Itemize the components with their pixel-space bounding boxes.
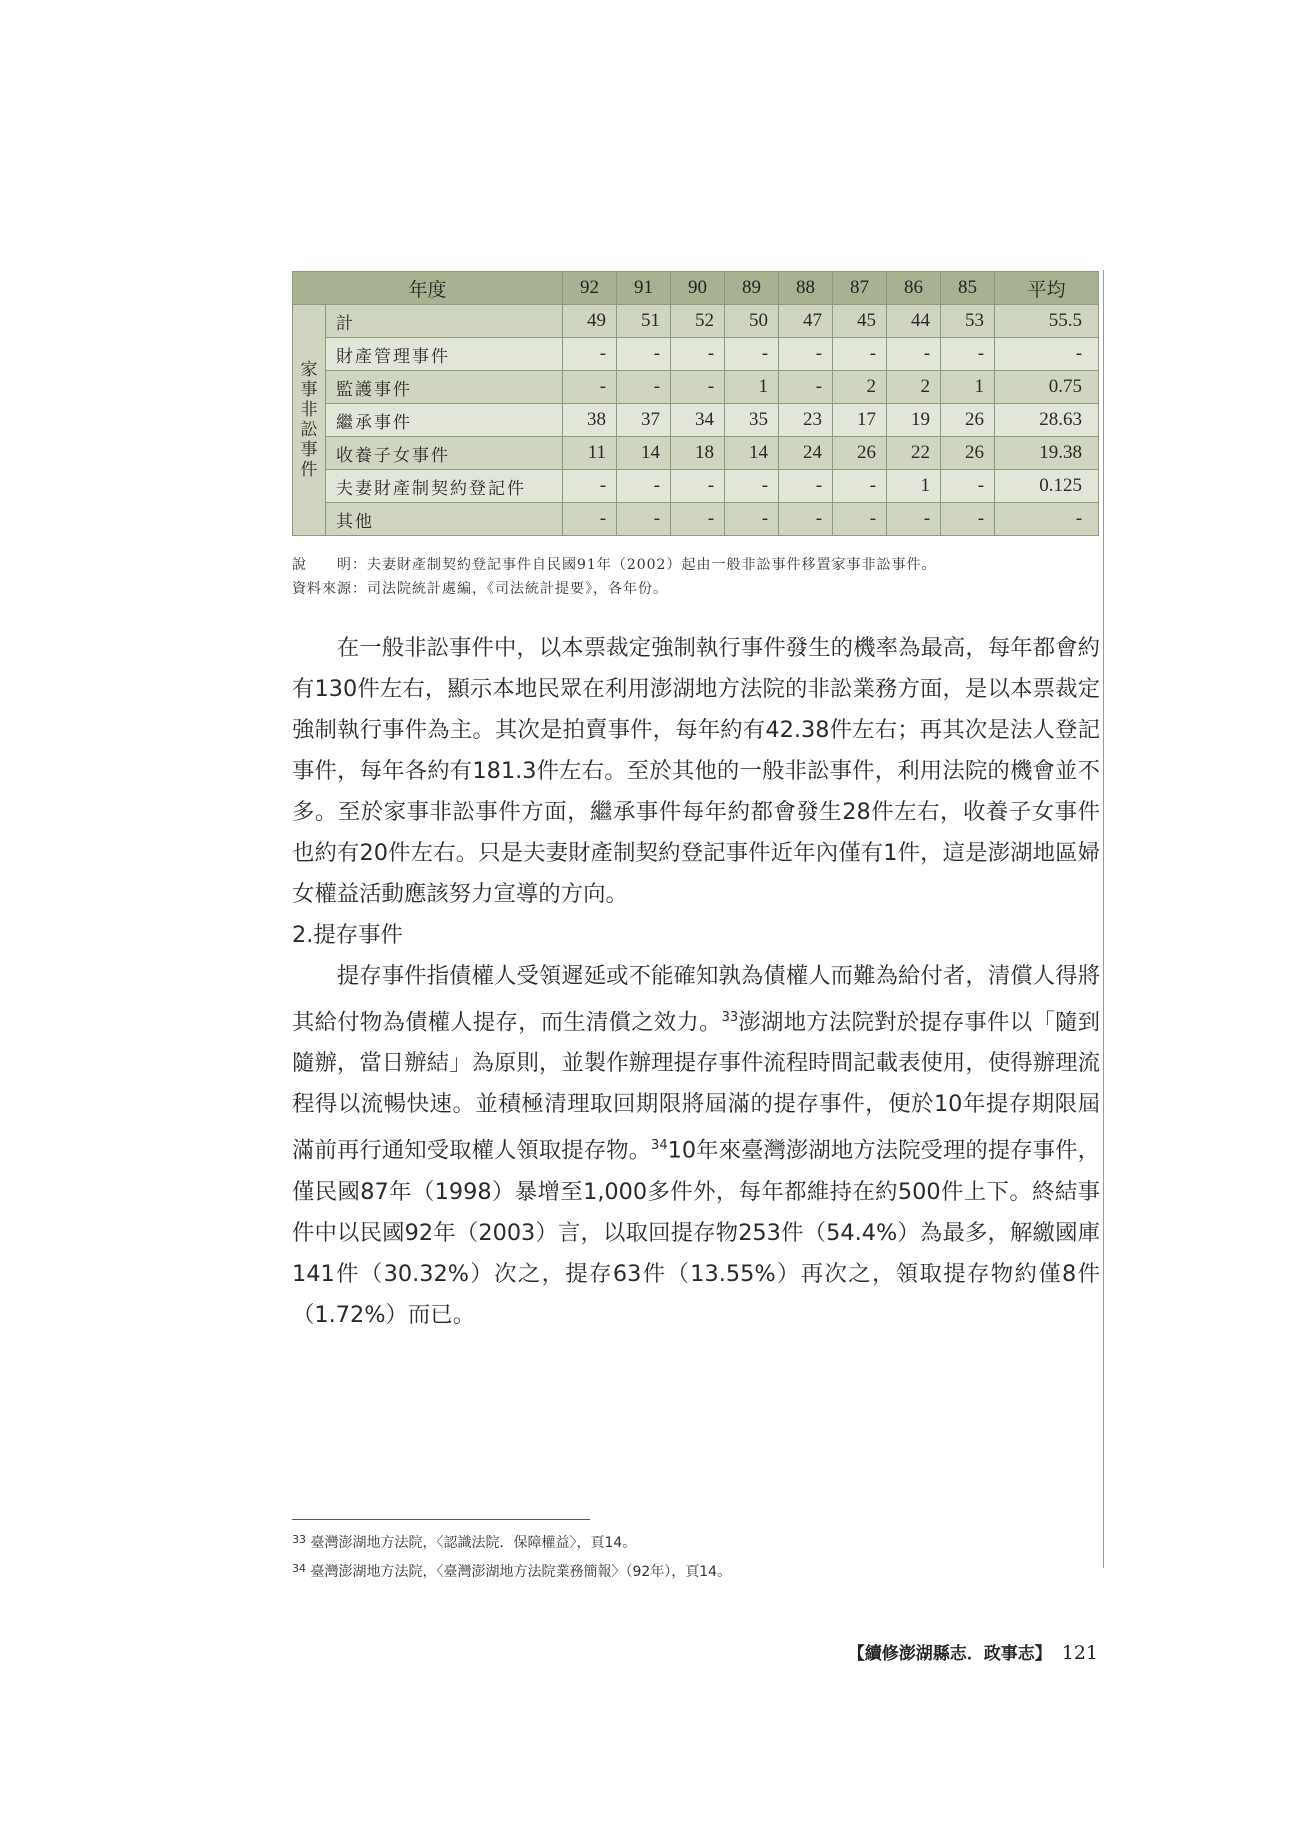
- value-cell: 2: [833, 371, 887, 404]
- value-cell: -: [779, 371, 833, 404]
- table-row: [293, 503, 1099, 536]
- value-cell: 1: [725, 371, 779, 404]
- value-cell: 24: [779, 437, 833, 470]
- footnote-ref[interactable]: 34: [651, 1138, 668, 1154]
- value-cell: -: [833, 503, 887, 536]
- row-label: 計: [326, 305, 563, 338]
- footnote-ref[interactable]: 33: [721, 1010, 739, 1025]
- footnote-divider: [292, 1519, 590, 1520]
- table-row: [293, 371, 1099, 404]
- value-cell: 34: [671, 404, 725, 437]
- paragraph-text: 提存事件指債權人受領遲延或不能確知孰為債權人而難為給付者，清償人得將其給付物為債權人提存，而生清償之效力。: [292, 963, 1100, 1036]
- value-cell: 45: [833, 305, 887, 338]
- value-cell: -: [833, 338, 887, 371]
- value-cell: 26: [833, 437, 887, 470]
- average-cell: 19.38: [995, 437, 1099, 470]
- page-number: 121: [1061, 1642, 1098, 1664]
- year-header: 年度: [293, 272, 563, 305]
- row-label: 財產管理事件: [326, 338, 563, 371]
- average-cell: 0.75: [995, 371, 1099, 404]
- paragraph: [292, 956, 1100, 1336]
- row-label: 收養子女事件: [326, 437, 563, 470]
- value-cell: -: [941, 503, 995, 536]
- value-cell: 49: [563, 305, 617, 338]
- row-label: 監護事件: [326, 371, 563, 404]
- value-cell: 1: [887, 470, 941, 503]
- group-label-cell: [293, 305, 326, 536]
- value-cell: -: [779, 470, 833, 503]
- group-label: 家事非訟事件: [300, 360, 318, 480]
- value-cell: 35: [725, 404, 779, 437]
- value-cell: -: [617, 338, 671, 371]
- value-cell: 52: [671, 305, 725, 338]
- year-cell: 90: [671, 272, 725, 305]
- average-cell: -: [995, 503, 1099, 536]
- value-cell: 47: [779, 305, 833, 338]
- value-cell: 22: [887, 437, 941, 470]
- table-row: [293, 305, 1099, 338]
- footnote-text: 臺灣澎湖地方法院，〈認識法院．保障權益〉，頁14。: [306, 1535, 637, 1551]
- value-cell: 44: [887, 305, 941, 338]
- value-cell: 50: [725, 305, 779, 338]
- average-cell: 55.5: [995, 305, 1099, 338]
- footnote: [292, 1527, 1052, 1556]
- value-cell: -: [725, 338, 779, 371]
- value-cell: 19: [887, 404, 941, 437]
- year-cell: 87: [833, 272, 887, 305]
- explanation-note: 說 明：夫妻財產制契約登記事件自民國91年（2002）起由一般非訟事件移置家事非訟事件。: [292, 557, 937, 573]
- year-cell: 86: [887, 272, 941, 305]
- year-cell: 91: [617, 272, 671, 305]
- table-row: [293, 404, 1099, 437]
- value-cell: 26: [941, 404, 995, 437]
- section-heading: 2.提存事件: [292, 922, 403, 948]
- value-cell: -: [779, 338, 833, 371]
- value-cell: 23: [779, 404, 833, 437]
- value-cell: 53: [941, 305, 995, 338]
- value-cell: -: [833, 470, 887, 503]
- value-cell: 18: [671, 437, 725, 470]
- value-cell: -: [617, 470, 671, 503]
- value-cell: -: [887, 503, 941, 536]
- average-cell: 28.63: [995, 404, 1099, 437]
- value-cell: -: [563, 470, 617, 503]
- year-cell: 85: [941, 272, 995, 305]
- value-cell: -: [779, 503, 833, 536]
- value-cell: 51: [617, 305, 671, 338]
- average-cell: -: [995, 338, 1099, 371]
- table-row: [293, 437, 1099, 470]
- value-cell: -: [671, 470, 725, 503]
- value-cell: 14: [617, 437, 671, 470]
- average-header: 平均: [995, 272, 1099, 305]
- value-cell: -: [617, 503, 671, 536]
- value-cell: 26: [941, 437, 995, 470]
- footnote-text: 臺灣澎湖地方法院，〈臺灣澎湖地方法院業務簡報〉（92年），頁14。: [306, 1564, 732, 1580]
- footnote-number: 34: [292, 1562, 306, 1575]
- average-cell: 0.125: [995, 470, 1099, 503]
- source-note: 資料來源：司法院統計處編，《司法統計提要》，各年份。: [292, 581, 668, 597]
- row-label: 其他: [326, 503, 563, 536]
- footnote-number: 33: [292, 1533, 306, 1546]
- value-cell: -: [671, 371, 725, 404]
- paragraph-text: 10年來臺灣澎湖地方法院受理的提存事件，僅民國87年（1998）暴增至1,000多件外，每年都維持在約500件上下。終結事件中以民國92年（2003）言，以取回提存物253件（54.4%）為最多，解繳國庫141件（30.32%）次之，提存63件（13.55%）再次之，領取提存物約僅8件（1.72%）而已。: [292, 1137, 1101, 1328]
- footnotes: [292, 1527, 1052, 1585]
- table-row: [293, 338, 1099, 371]
- family-noncontentious-table: [292, 271, 1099, 536]
- running-footer: [848, 1639, 1098, 1664]
- body-text: [292, 628, 1100, 1336]
- value-cell: 14: [725, 437, 779, 470]
- value-cell: -: [563, 338, 617, 371]
- value-cell: -: [941, 470, 995, 503]
- value-cell: 2: [887, 371, 941, 404]
- year-cell: 88: [779, 272, 833, 305]
- table-row: [293, 470, 1099, 503]
- value-cell: -: [563, 503, 617, 536]
- paragraph: 在一般非訟事件中，以本票裁定強制執行事件發生的機率為最高，每年都會約有130件左右，顯示本地民眾在利用澎湖地方法院的非訟業務方面，是以本票裁定強制執行事件為主。其次是拍賣事件，每年約有42.38件左右；再其次是法人登記事件，每年各約有181.3件左右。至於其他的一般非訟事件，利用法院的機會並不多。至於家事非訟事件方面，繼承事件每年約都會發生28件左右，收養子女事件也約有20件左右。只是夫妻財產制契約登記事件近年內僅有1件，這是澎湖地區婦女權益活動應該努力宣導的方向。: [292, 635, 1100, 907]
- page-vertical-rule: [1103, 270, 1104, 1568]
- value-cell: -: [725, 503, 779, 536]
- value-cell: 37: [617, 404, 671, 437]
- value-cell: -: [563, 371, 617, 404]
- year-cell: 92: [563, 272, 617, 305]
- value-cell: 38: [563, 404, 617, 437]
- value-cell: -: [941, 338, 995, 371]
- value-cell: -: [671, 338, 725, 371]
- value-cell: -: [617, 371, 671, 404]
- row-label: 夫妻財產制契約登記件: [326, 470, 563, 503]
- value-cell: 1: [941, 371, 995, 404]
- value-cell: -: [725, 470, 779, 503]
- value-cell: -: [671, 503, 725, 536]
- paragraph-text: 澎湖地方法院對於提存事件以「隨到隨辦，當日辦結」為原則，並製作辦理提存事件流程時間記載表使用，使得辦理流程得以流暢快速。並積極清理取回期限將屆滿的提存事件，便於10年提存期限屆滿前再行通知受取權人領取提存物。: [292, 1009, 1101, 1164]
- footnote: [292, 1556, 1052, 1585]
- book-title: 【續修澎湖縣志．政事志】: [847, 1644, 1052, 1664]
- value-cell: 11: [563, 437, 617, 470]
- year-cell: 89: [725, 272, 779, 305]
- table-header-row: [293, 272, 1099, 305]
- value-cell: 17: [833, 404, 887, 437]
- value-cell: -: [887, 338, 941, 371]
- row-label: 繼承事件: [326, 404, 563, 437]
- table-notes: [292, 553, 1112, 601]
